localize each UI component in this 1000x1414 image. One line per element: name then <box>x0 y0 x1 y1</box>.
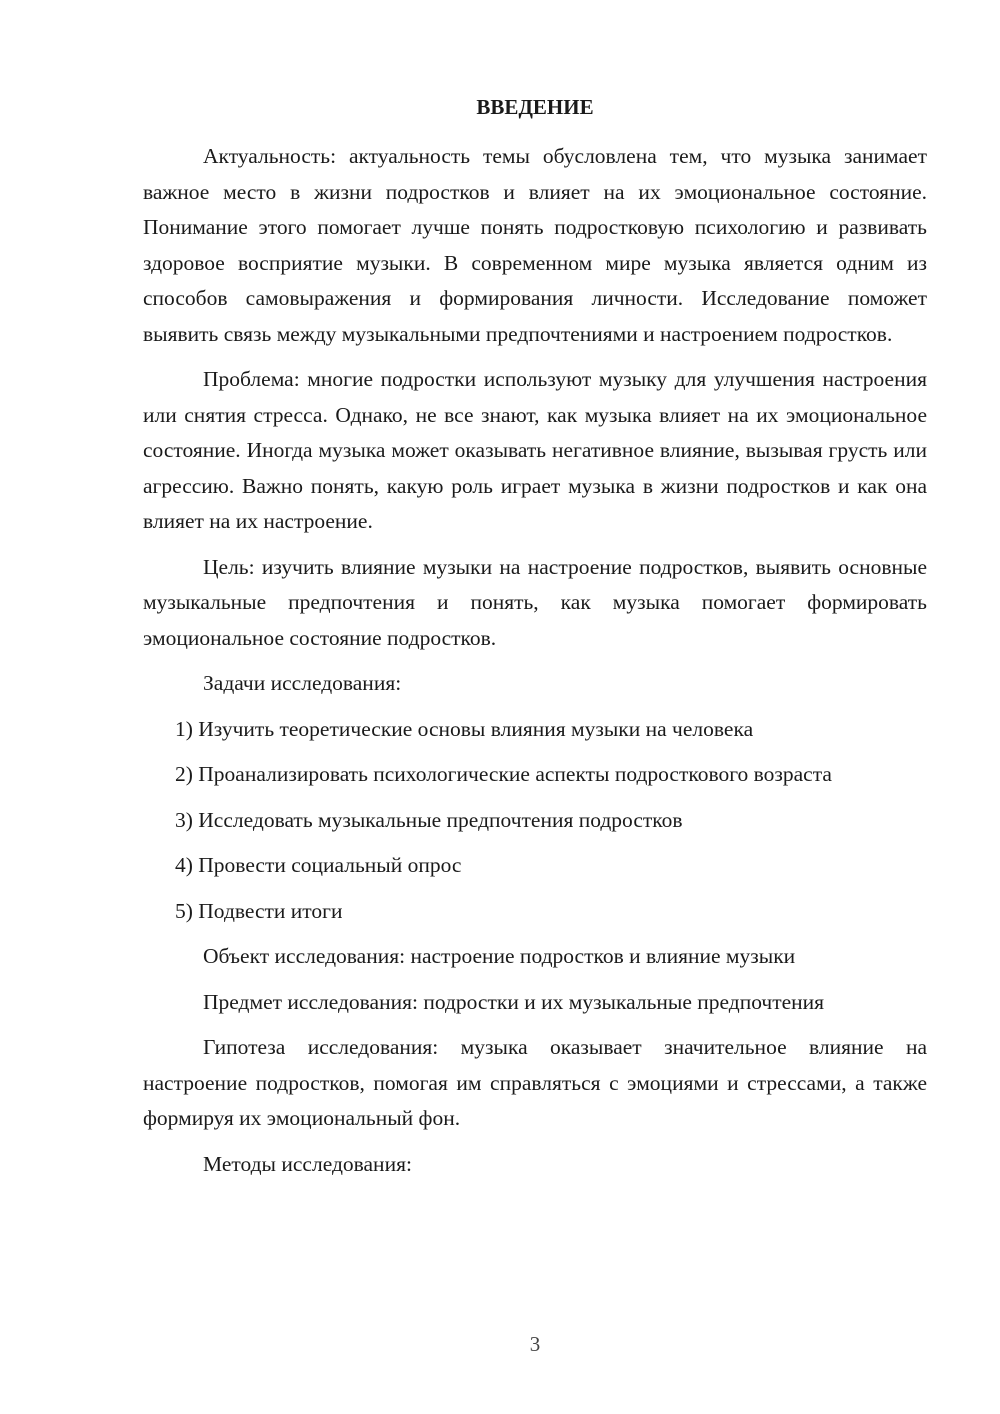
task-item: 3) Исследовать музыкальные предпочтения подростков <box>175 807 683 832</box>
hypothesis-paragraph: Гипотеза исследования: музыка оказывает значительное влияние на настроение подростков, помогая им справляться с эмоциями и стрессами, а также формируя их эмоциональный фон. <box>143 1035 927 1130</box>
methods-heading: Методы исследования: <box>203 1151 412 1176</box>
goal-paragraph: Цель: изучить влияние музыки на настроение подростков, выявить основные музыкальные предпочтения и понять, как музыка помогает формировать эмоциональное состояние подростков. <box>143 554 927 650</box>
subject-paragraph: Предмет исследования: подростки и их музыкальные предпочтения <box>203 989 825 1014</box>
task-item: 4) Провести социальный опрос <box>175 853 462 877</box>
task-item: 2) Проанализировать психологические аспекты подросткового возраста <box>175 762 832 786</box>
problem-paragraph: Проблема: многие подростки используют музыку для улучшения настроения или снятия стресса. Однако, не все знают, как музыка влияет на их эмоциональное состояние. Иногда музыка может оказывать негативное влияние, вызывая грусть или агрессию. Важно понять, какую роль играет музыка в жизни подростков и как она влияет на их настроение. <box>143 367 927 533</box>
task-item: 5) Подвести итоги <box>175 898 343 923</box>
object-paragraph: Объект исследования: настроение подростков и влияние музыки <box>203 944 796 968</box>
task-item: 1) Изучить теоретические основы влияния музыки на человека <box>175 716 754 741</box>
page-number: 3 <box>529 1332 541 1356</box>
page-body <box>143 90 927 1192</box>
tasks-list <box>143 712 927 930</box>
relevance-paragraph: Актуальность: актуальность темы обусловлена тем, что музыка занимает важное место в жизни подростков и влияет на их эмоциональное состояние. Понимание этого помогает лучше понять подростковую психологию и развивать здоровое восприятие музыки. В современном мире музыка является одним из способов самовыражения и формирования личности. Исследование поможет выявить связь между музыкальными предпочтениями и настроением подростков. <box>143 144 927 346</box>
tasks-heading: Задачи исследования: <box>203 671 402 695</box>
section-heading: ВВЕДЕНИЕ <box>476 95 594 119</box>
